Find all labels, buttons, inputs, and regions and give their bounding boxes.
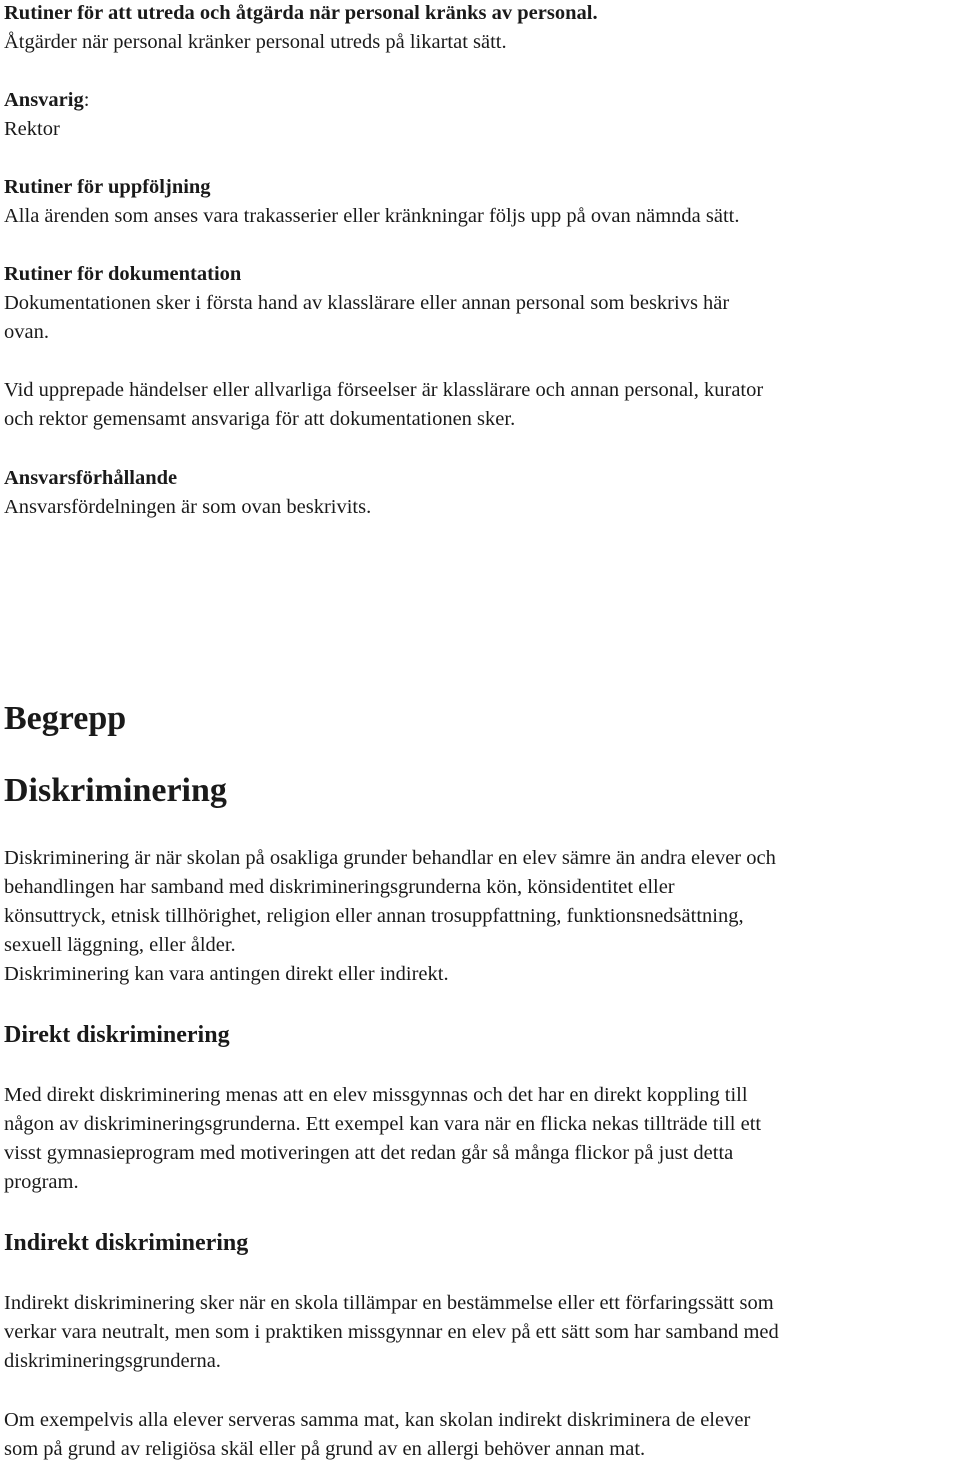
documentation-heading: Rutiner för dokumentation (4, 263, 242, 285)
direct-text-line-4: program. (4, 1171, 79, 1193)
direct-discrimination-heading: Direkt diskriminering (4, 1022, 230, 1048)
discrimination-text-line-4: sexuell läggning, eller ålder. (4, 934, 236, 956)
responsible-colon: : (83, 89, 90, 111)
followup-text: Alla ärenden som anses vara trakasserier eller kränkningar följs upp på ovan nämnda sätt. (4, 205, 740, 227)
discrimination-text-line-2: behandlingen har samband med diskrimineringsgrunderna kön, könsidentitet eller (4, 876, 675, 898)
begrepp-title: Begrepp (4, 700, 127, 737)
indirect-discrimination-heading: Indirekt diskriminering (4, 1230, 249, 1256)
routine-text: Åtgärder när personal kränker personal utreds på likartat sätt. (4, 31, 507, 53)
discrimination-text-line-5: Diskriminering kan vara antingen direkt eller indirekt. (4, 963, 449, 985)
repeated-text-line-1: Vid upprepade händelser eller allvarliga förseelser är klasslärare och annan personal, kurator (4, 379, 764, 401)
direct-text-line-3: visst gymnasieprogram med motiveringen att det redan går så många flickor på just detta (4, 1142, 734, 1164)
responsibility-heading: Ansvarsförhållande (4, 467, 178, 489)
indirect-text-line-3: diskrimineringsgrunderna. (4, 1350, 221, 1372)
direct-text-line-1: Med direkt diskriminering menas att en elev missgynnas och det har en direkt koppling till (4, 1084, 748, 1106)
routine-title: Rutiner för att utreda och åtgärda när personal kränks av personal. (4, 2, 598, 24)
responsible-line (4, 88, 89, 112)
example-text-line-2: som på grund av religiösa skäl eller på grund av en allergi behöver annan mat. (4, 1438, 646, 1460)
documentation-text-line-2: ovan. (4, 321, 49, 343)
direct-text-line-2: någon av diskrimineringsgrunderna. Ett exempel kan vara när en flicka nekas tillträde till ett (4, 1113, 762, 1135)
documentation-text-line-1: Dokumentationen sker i första hand av klasslärare eller annan personal som beskrivs här (4, 292, 730, 314)
followup-heading: Rutiner för uppföljning (4, 176, 211, 198)
indirect-text-line-2: verkar vara neutralt, men som i praktiken missgynnar en elev på ett sätt som har samband med (4, 1321, 779, 1343)
responsibility-text: Ansvarsfördelningen är som ovan beskrivits. (4, 496, 372, 518)
discrimination-text-line-3: könsuttryck, etnisk tillhörighet, religion eller annan trosuppfattning, funktionsnedsättning, (4, 905, 744, 927)
example-text-line-1: Om exempelvis alla elever serveras samma mat, kan skolan indirekt diskriminera de elever (4, 1409, 751, 1431)
discrimination-heading: Diskriminering (4, 772, 227, 809)
indirect-text-line-1: Indirekt diskriminering sker när en skola tillämpar en bestämmelse eller ett förfaringssätt som (4, 1292, 774, 1314)
repeated-text-line-2: och rektor gemensamt ansvariga för att dokumentationen sker. (4, 408, 516, 430)
discrimination-text-line-1: Diskriminering är när skolan på osakliga grunder behandlar en elev sämre än andra elever och (4, 847, 776, 869)
responsible-value: Rektor (4, 118, 60, 140)
responsible-label: Ansvarig (4, 89, 84, 111)
